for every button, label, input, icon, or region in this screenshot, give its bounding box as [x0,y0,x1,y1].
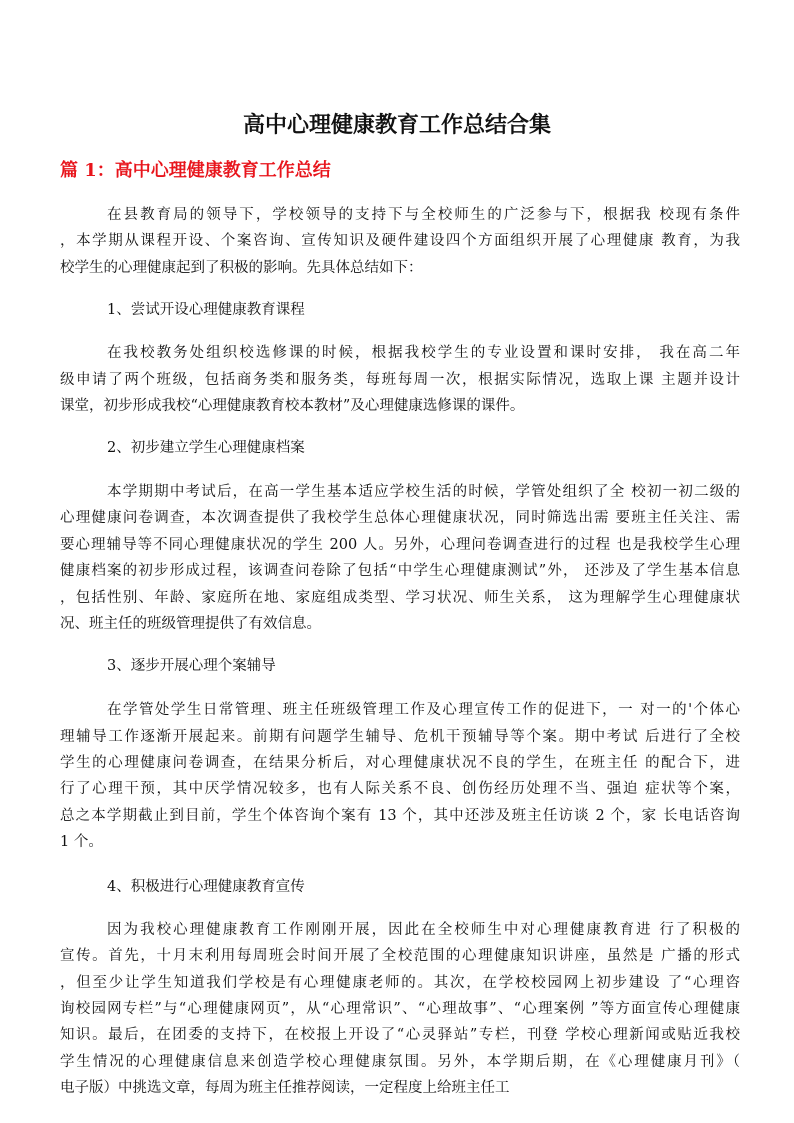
paragraph-line: 宣传。首先，十月末利用每周班会时间开展了全校范围的心理健康知识讲座，虽然是 广播的形式 [60,948,740,964]
paragraph-line: 级申请了两个班级，包括商务类和服务类，每班每周一次，根据实际情况，选取上课 主题并设计 [60,372,740,388]
paragraph-line: 课堂，初步形成我校“心理健康教育校本教材”及心理健康选修课的课件。 [60,398,525,414]
paragraph-line: 健康档案的初步形成过程，该调查问卷除了包括“中学生心理健康测试”外， 还涉及了学生基本信息 [60,563,740,579]
paragraph-line: 在县教育局的领导下，学校领导的支持下与全校师生的广泛参与下，根据我 校现有条件 [107,207,740,223]
paragraph-line: 本学期期中考试后，在高一学生基本适应学校生活的时候，学管处组织了全 校初一初二级的 [107,484,740,500]
paragraph-line: ，但至少让学生知道我们学校是有心理健康老师的。其次，在学校校园网上初步建设 了“心理咨 [60,975,740,991]
subsection-heading: 1、尝试开设心理健康教育课程 [107,302,305,318]
paragraph-line: 1 个。 [60,834,103,850]
paragraph-line: 学生的心理健康问卷调查，在结果分析后，对心理健康状况不良的学生，在班主任 的配合下，进 [60,755,740,771]
subsection-heading: 3、逐步开展心理个案辅导 [107,658,276,674]
paragraph-line: ，本学期从课程开设、个案咨询、宣传知识及硬件建设四个方面组织开展了心理健康 教育，为我 [60,233,740,249]
paragraph-line: ，包括性别、年龄、家庭所在地、家庭组成类型、学习状况、师生关系， 这为理解学生心理健康状 [60,590,740,606]
paragraph-line: 校学生的心理健康起到了积极的影响。先具体总结如下： [60,260,423,276]
paragraph-line: 询校园网专栏”与“心理健康网页”，从“心理常识”、“心理故事”、“心理案例 ”等方面宣传心理健康 [60,1001,740,1017]
paragraph-line: 况、班主任的班级管理提供了有效信息。 [60,616,321,632]
paragraph-line: 因为我校心理健康教育工作刚刚开展，因此在全校师生中对心理健康教育进 行了积极的 [107,922,740,938]
paragraph-line: 要心理辅导等不同心理健康状况的学生 200 人。另外，心理问卷调查进行的过程 也是我校学生心理 [60,537,740,553]
paragraph-line: 行了心理干预，其中厌学情况较多，也有人际关系不良、创伤经历处理不当、强迫 症状等个案， [60,781,740,797]
paragraph-line: 电子版）中挑选文章，每周为班主任推荐阅读，一定程度上给班主任工 [60,1080,510,1096]
subsection-heading: 4、积极进行心理健康教育宣传 [107,879,305,895]
paragraph-line: 心理健康问卷调查，本次调查提供了我校学生总体心理健康状况，同时筛选出需 要班主任关注、需 [60,510,740,526]
paragraph-line: 理辅导工作逐渐开展起来。前期有问题学生辅导、危机干预辅导等个案。期中考试 后进行了全校 [60,729,740,745]
subsection-heading: 2、初步建立学生心理健康档案 [107,440,305,456]
paragraph-line: 知识。最后，在团委的支持下，在校报上开设了“心灵驿站”专栏，刊登 学校心理新闻或贴近我校 [60,1027,740,1043]
paragraph-line: 学生情况的心理健康信息来创造学校心理健康氛围。另外，本学期后期，在《心理健康月刊》（ [60,1054,740,1070]
section-heading: 篇 1：高中心理健康教育工作总结 [60,160,331,181]
paragraph-line: 在我校教务处组织校选修课的时候，根据我校学生的专业设置和课时安排， 我在高二年 [107,345,740,361]
paragraph-line: 总之本学期截止到目前，学生个体咨询个案有 13 个，其中还涉及班主任访谈 2 个，家 长电话咨询 [60,808,740,824]
paragraph-line: 在学管处学生日常管理、班主任班级管理工作及心理宣传工作的促进下，一 对一的'个体心 [107,702,740,718]
document-title: 高中心理健康教育工作总结合集 [242,112,551,138]
